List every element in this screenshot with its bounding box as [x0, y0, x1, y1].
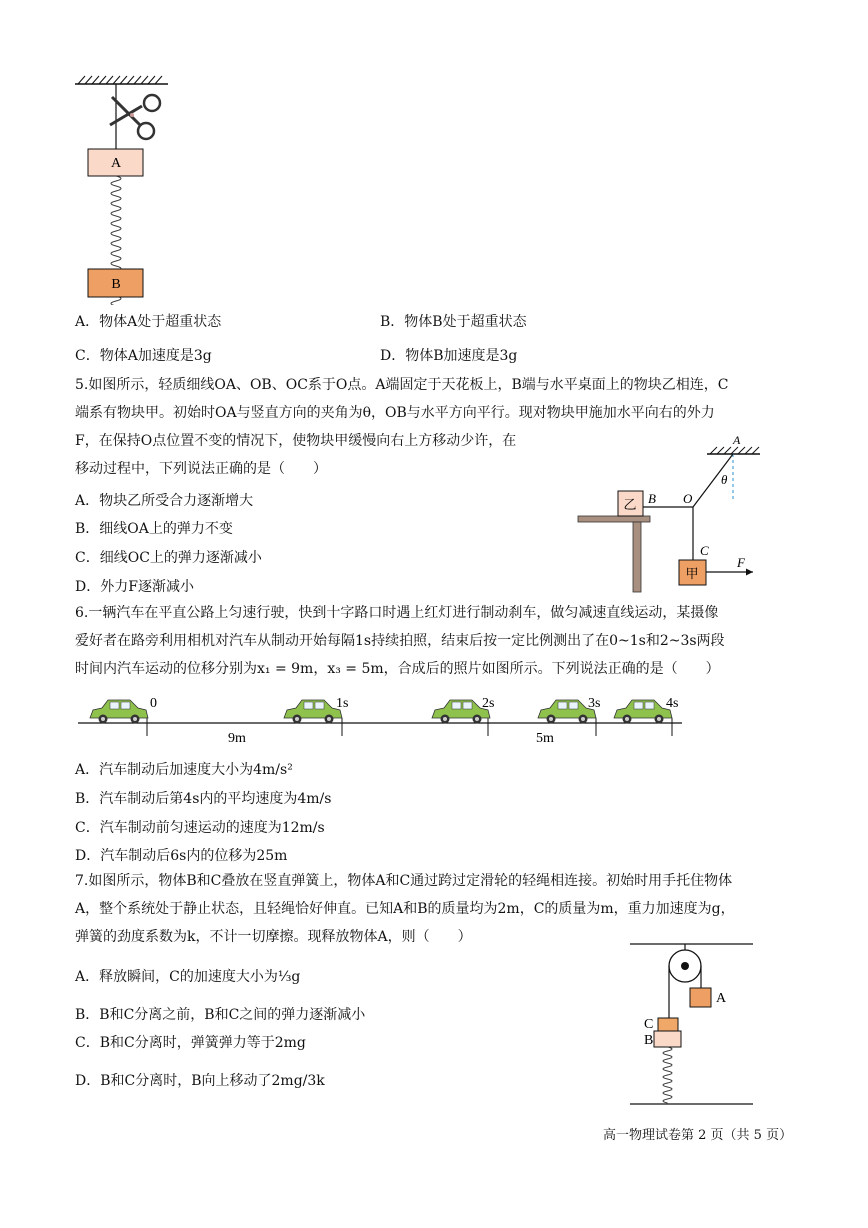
q7-option-b: B．B和C分离之前，B和C之间的弹力逐渐减小	[75, 1007, 366, 1023]
q7-stem-line-1: 7.如图所示，物体B和C叠放在竖直弹簧上，物体A和C通过跨过定滑轮的轻绳相连接。初始时用手托住物体	[75, 873, 733, 889]
q6-stem-line-2: 爱好者在路旁利用相机对汽车从制动开始每隔1s持续拍照，结束后按一定比例测出了在0~1s和2~3s两段	[75, 633, 725, 649]
q6-option-c: C．汽车制动前匀速运动的速度为12m/s	[75, 820, 325, 836]
q5-option-a: A．物块乙所受合力逐渐增大	[75, 493, 254, 509]
q5-stem-line-2: 端系有物块甲。初始时OA与竖直方向的夹角为θ，OB与水平方向平行。现对物块甲施加水平向右的外力	[75, 405, 715, 421]
q4-figure	[70, 70, 180, 305]
q4-label-b: B	[111, 277, 121, 292]
q7-figure	[625, 936, 755, 1111]
q6-figure	[70, 688, 690, 746]
q5-label-a: A	[733, 433, 741, 447]
q7-stem-line-2: A，整个系统处于静止状态，且轻绳恰好伸直。已知A和B的质量均为2m，C的质量为m，重力加速度为g，	[75, 901, 735, 917]
q4-option-a: A．物体A处于超重状态	[75, 314, 222, 330]
q5-figure	[575, 432, 765, 594]
q7-option-a: A．释放瞬间，C的加速度大小为⅓g	[75, 969, 301, 985]
q7-label-b: B	[644, 1033, 654, 1048]
q6-time-4: 4s	[666, 696, 679, 711]
q5-label-jia: 甲	[685, 567, 699, 582]
q5-stem-line-3: F，在保持O点位置不变的情况下，使物块甲缓慢向右上方移动少许，在	[75, 433, 517, 449]
q6-time-1: 1s	[336, 696, 349, 711]
q7-option-d: D．B和C分离时，B向上移动了2mg/3k	[75, 1073, 325, 1089]
q5-label-b: B	[648, 491, 656, 506]
q5-label-theta: θ	[721, 472, 728, 487]
scissors-icon	[110, 95, 160, 139]
q6-time-3: 3s	[588, 696, 601, 711]
q5-stem-line-1: 5.如图所示，轻质细线OA、OB、OC系于O点。A端固定于天花板上，B端与水平桌面上的物块乙相连，C	[75, 377, 729, 393]
car-icon-4s	[614, 700, 672, 724]
q5-label-c: C	[700, 543, 709, 558]
q4-label-a: A	[110, 156, 122, 171]
q6-option-d: D．汽车制动后6s内的位移为25m	[75, 848, 288, 864]
q6-option-a: A．汽车制动后加速度大小为4m/s²	[75, 762, 293, 778]
q5-label-f: F	[737, 555, 745, 570]
car-icon-1s	[284, 700, 342, 724]
q5-option-b: B．细线OA上的弹力不变	[75, 521, 233, 537]
q7-label-c: C	[644, 1017, 654, 1032]
q4-option-b: B．物体B处于超重状态	[380, 314, 527, 330]
q5-stem-line-4: 移动过程中，下列说法正确的是（ ）	[75, 461, 327, 477]
q6-time-2: 2s	[482, 696, 495, 711]
q5-option-c: C．细线OC上的弹力逐渐减小	[75, 550, 262, 566]
q7-stem-line-3: 弹簧的劲度系数为k，不计一切摩擦。现释放物体A，则（ ）	[75, 929, 472, 945]
q4-option-c: C．物体A加速度是3g	[75, 348, 212, 364]
q5-label-yi: 乙	[623, 498, 637, 513]
q7-option-c: C．B和C分离时，弹簧弹力等于2mg	[75, 1035, 306, 1051]
q6-time-0: 0	[150, 696, 157, 711]
car-icon-0s	[90, 700, 148, 724]
q6-dist-9m: 9m	[228, 731, 246, 746]
q4-option-d: D．物体B加速度是3g	[380, 348, 518, 364]
q7-label-a: A	[716, 991, 727, 1006]
q5-option-d: D．外力F逐渐减小	[75, 579, 194, 595]
q6-stem-line-1: 6.一辆汽车在平直公路上匀速行驶，快到十字路口时遇上红灯进行制动刹车，做匀减速直线运动，某摄像	[75, 605, 719, 621]
page-footer: 高一物理试卷第 2 页（共 5 页）	[603, 1128, 793, 1143]
q6-stem-line-3: 时间内汽车运动的位移分别为x₁ = 9m，x₃ = 5m，合成后的照片如图所示。下列说法正确的是（ ）	[75, 661, 720, 677]
q5-label-o: O	[683, 491, 693, 506]
q6-option-b: B．汽车制动后第4s内的平均速度为4m/s	[75, 791, 332, 807]
q6-dist-5m: 5m	[536, 731, 554, 746]
